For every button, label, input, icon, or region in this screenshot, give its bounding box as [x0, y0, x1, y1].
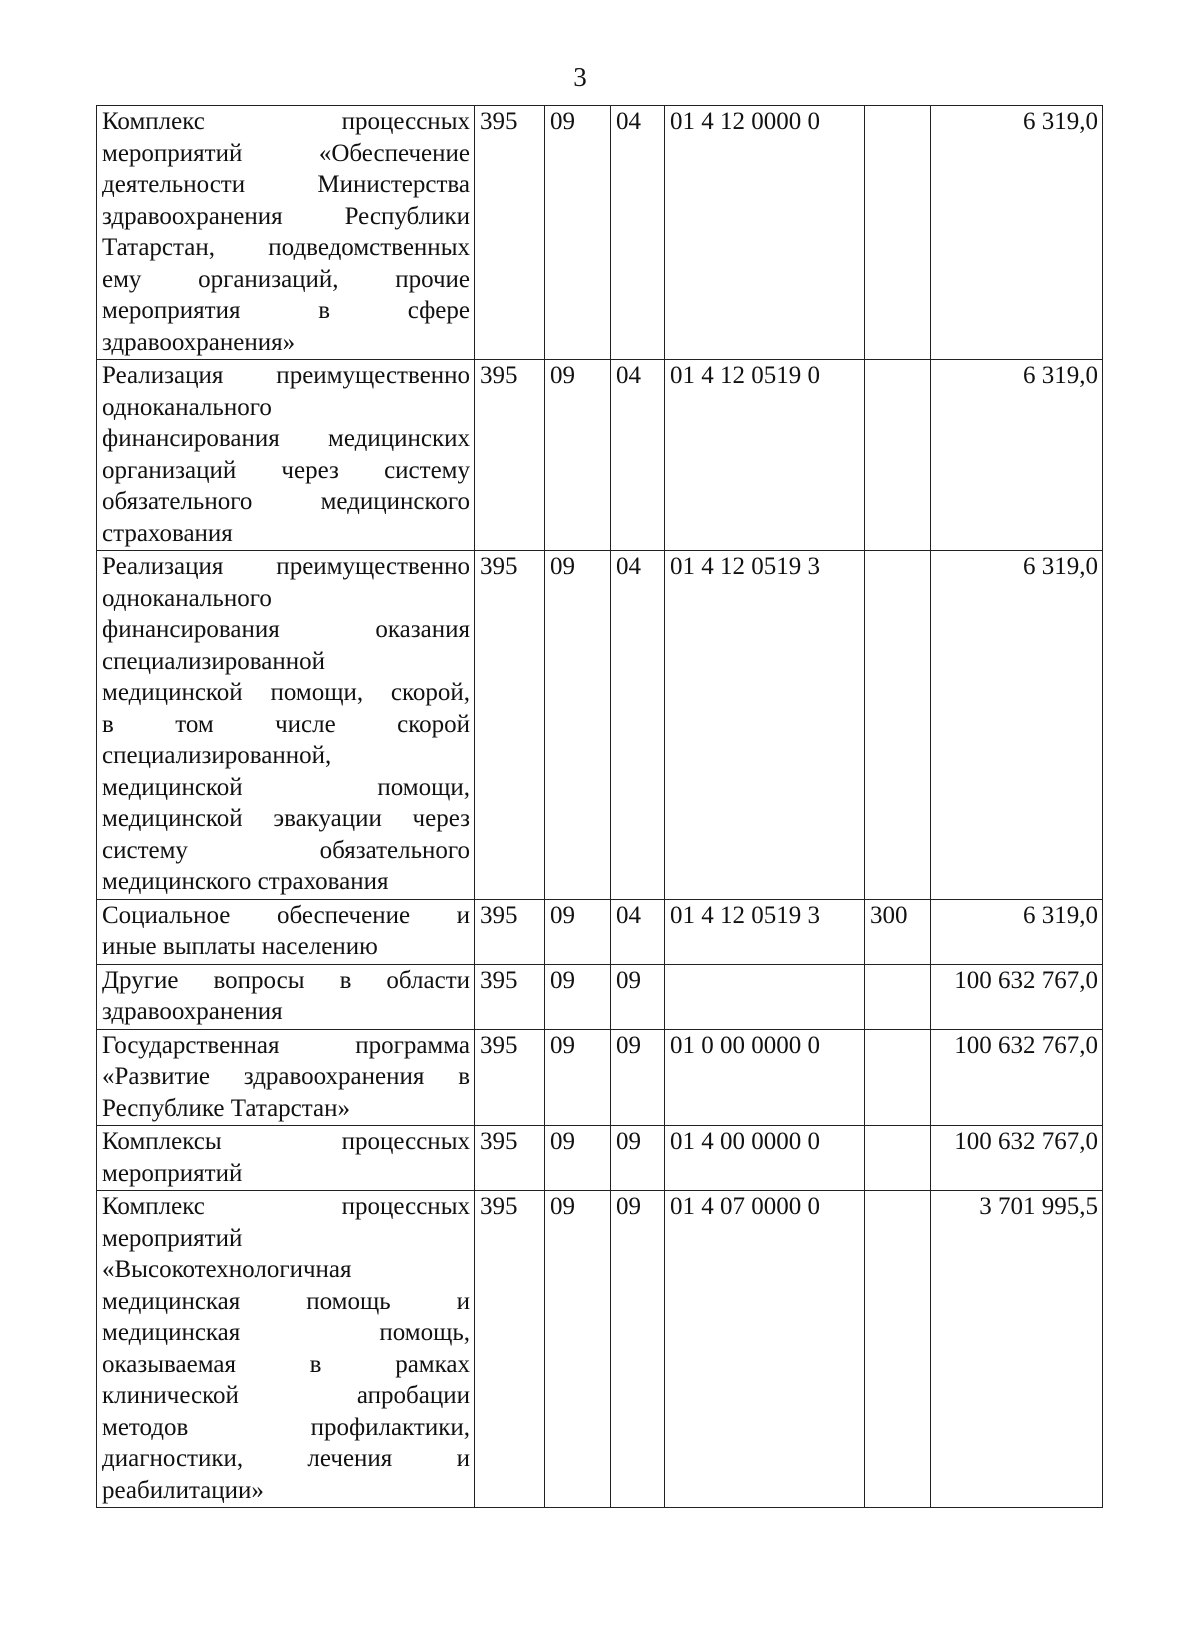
- ministry-code-cell: 395: [475, 964, 545, 1029]
- subsection-code-cell: 09: [611, 1191, 665, 1508]
- amount-cell: 6 319,0: [931, 360, 1103, 551]
- item-name-cell: [97, 899, 475, 964]
- item-name-line: здравоохранения: [102, 998, 283, 1025]
- item-name-cell: [97, 1191, 475, 1508]
- item-name-line: здравоохранения Республики: [102, 202, 470, 230]
- expense-type-cell: [865, 360, 931, 551]
- ministry-code-cell: 395: [475, 899, 545, 964]
- item-name-line: мероприятий: [102, 1224, 243, 1252]
- item-name-line: Комплексы процессных: [102, 1128, 470, 1155]
- item-name-line: систему обязательного: [102, 836, 470, 864]
- item-name-line: «Высокотехнологичная: [102, 1256, 352, 1283]
- item-name-line: в том числе скорой: [102, 710, 470, 738]
- item-name-cell: [97, 1029, 475, 1126]
- subsection-code-cell: 04: [611, 360, 665, 551]
- target-item-cell: 01 4 07 0000 0: [665, 1191, 865, 1508]
- amount-cell: 100 632 767,0: [931, 964, 1103, 1029]
- target-item-cell: 01 4 12 0519 0: [665, 360, 865, 551]
- amount-cell: 100 632 767,0: [931, 1126, 1103, 1191]
- item-name-line: медицинской помощи,: [102, 773, 470, 801]
- item-name-cell: [97, 360, 475, 551]
- item-name-line: финансирования оказания: [102, 616, 470, 643]
- expense-type-cell: [865, 964, 931, 1029]
- amount-cell: 3 701 995,5: [931, 1191, 1103, 1508]
- item-name-line: методов профилактики,: [102, 1413, 470, 1441]
- section-code-cell: 09: [545, 1029, 611, 1126]
- subsection-code-cell: 09: [611, 964, 665, 1029]
- subsection-code-cell: 09: [611, 1126, 665, 1191]
- section-code-cell: 09: [545, 360, 611, 551]
- expense-type-cell: 300: [865, 899, 931, 964]
- amount-cell: 100 632 767,0: [931, 1029, 1103, 1126]
- item-name-line: Другие вопросы в области: [102, 966, 470, 994]
- expense-type-cell: [865, 1029, 931, 1126]
- table-row: [97, 551, 1103, 900]
- item-name-line: Комплекс процессных: [102, 108, 470, 135]
- target-item-cell: 01 4 12 0519 3: [665, 899, 865, 964]
- subsection-code-cell: 09: [611, 1029, 665, 1126]
- subsection-code-cell: 04: [611, 551, 665, 900]
- amount-cell: 6 319,0: [931, 899, 1103, 964]
- target-item-cell: 01 4 12 0519 3: [665, 551, 865, 900]
- item-name-line: здравоохранения»: [102, 328, 296, 356]
- ministry-code-cell: 395: [475, 1126, 545, 1191]
- item-name-line: мероприятия в сфере: [102, 297, 470, 324]
- item-name-line: медицинского страхования: [102, 868, 389, 895]
- item-name-line: Комплекс процессных: [102, 1193, 470, 1220]
- expense-type-cell: [865, 1126, 931, 1191]
- item-name-line: реабилитации»: [102, 1476, 264, 1504]
- target-item-cell: [665, 964, 865, 1029]
- expense-type-cell: [865, 106, 931, 360]
- item-name-line: деятельности Министерства: [102, 171, 470, 198]
- table-row: [97, 1126, 1103, 1191]
- item-name-line: клинической апробации: [102, 1382, 470, 1409]
- item-name-line: Государственная программа: [102, 1031, 470, 1059]
- table-row: [97, 106, 1103, 360]
- section-code-cell: 09: [545, 1126, 611, 1191]
- ministry-code-cell: 395: [475, 1029, 545, 1126]
- item-name-line: мероприятий: [102, 1159, 243, 1187]
- table-row: [97, 964, 1103, 1029]
- table-row: [97, 1191, 1103, 1508]
- item-name-cell: [97, 1126, 475, 1191]
- ministry-code-cell: 395: [475, 106, 545, 360]
- amount-cell: 6 319,0: [931, 551, 1103, 900]
- item-name-line: оказываемая в рамках: [102, 1350, 470, 1378]
- item-name-line: иные выплаты населению: [102, 933, 378, 960]
- item-name-line: организаций через систему: [102, 456, 470, 484]
- budget-table: [96, 105, 1103, 1508]
- ministry-code-cell: 395: [475, 551, 545, 900]
- subsection-code-cell: 04: [611, 106, 665, 360]
- ministry-code-cell: 395: [475, 360, 545, 551]
- item-name-line: ему организаций, прочие: [102, 265, 470, 293]
- section-code-cell: 09: [545, 899, 611, 964]
- table-row: [97, 899, 1103, 964]
- table-row: [97, 360, 1103, 551]
- item-name-line: медицинской эвакуации через: [102, 805, 470, 832]
- expense-type-cell: [865, 1191, 931, 1508]
- target-item-cell: 01 4 00 0000 0: [665, 1126, 865, 1191]
- target-item-cell: 01 4 12 0000 0: [665, 106, 865, 360]
- item-name-line: «Развитие здравоохранения в: [102, 1063, 470, 1090]
- item-name-cell: [97, 964, 475, 1029]
- item-name-line: медицинская помощь,: [102, 1319, 470, 1346]
- section-code-cell: 09: [545, 1191, 611, 1508]
- page-number: 3: [573, 62, 587, 92]
- item-name-line: специализированной,: [102, 742, 332, 769]
- item-name-line: мероприятий «Обеспечение: [102, 139, 470, 167]
- item-name-line: диагностики, лечения и: [102, 1445, 470, 1472]
- item-name-line: одноканального: [102, 584, 272, 612]
- expense-type-cell: [865, 551, 931, 900]
- item-name-line: медицинской помощи, скорой,: [102, 679, 470, 706]
- item-name-line: Реализация преимущественно: [102, 362, 470, 389]
- item-name-cell: [97, 551, 475, 900]
- item-name-line: Республике Татарстан»: [102, 1094, 350, 1122]
- item-name-cell: [97, 106, 475, 360]
- item-name-line: страхования: [102, 519, 233, 547]
- section-code-cell: 09: [545, 964, 611, 1029]
- item-name-line: финансирования медицинских: [102, 425, 470, 452]
- amount-cell: 6 319,0: [931, 106, 1103, 360]
- table-row: [97, 1029, 1103, 1126]
- target-item-cell: 01 0 00 0000 0: [665, 1029, 865, 1126]
- item-name-line: Реализация преимущественно: [102, 553, 470, 580]
- subsection-code-cell: 04: [611, 899, 665, 964]
- item-name-line: одноканального: [102, 393, 272, 421]
- item-name-line: Татарстан, подведомственных: [102, 234, 470, 261]
- ministry-code-cell: 395: [475, 1191, 545, 1508]
- item-name-line: специализированной: [102, 647, 325, 675]
- item-name-line: медицинская помощь и: [102, 1287, 470, 1315]
- item-name-line: обязательного медицинского: [102, 488, 470, 515]
- section-code-cell: 09: [545, 551, 611, 900]
- item-name-line: Социальное обеспечение и: [102, 901, 470, 929]
- section-code-cell: 09: [545, 106, 611, 360]
